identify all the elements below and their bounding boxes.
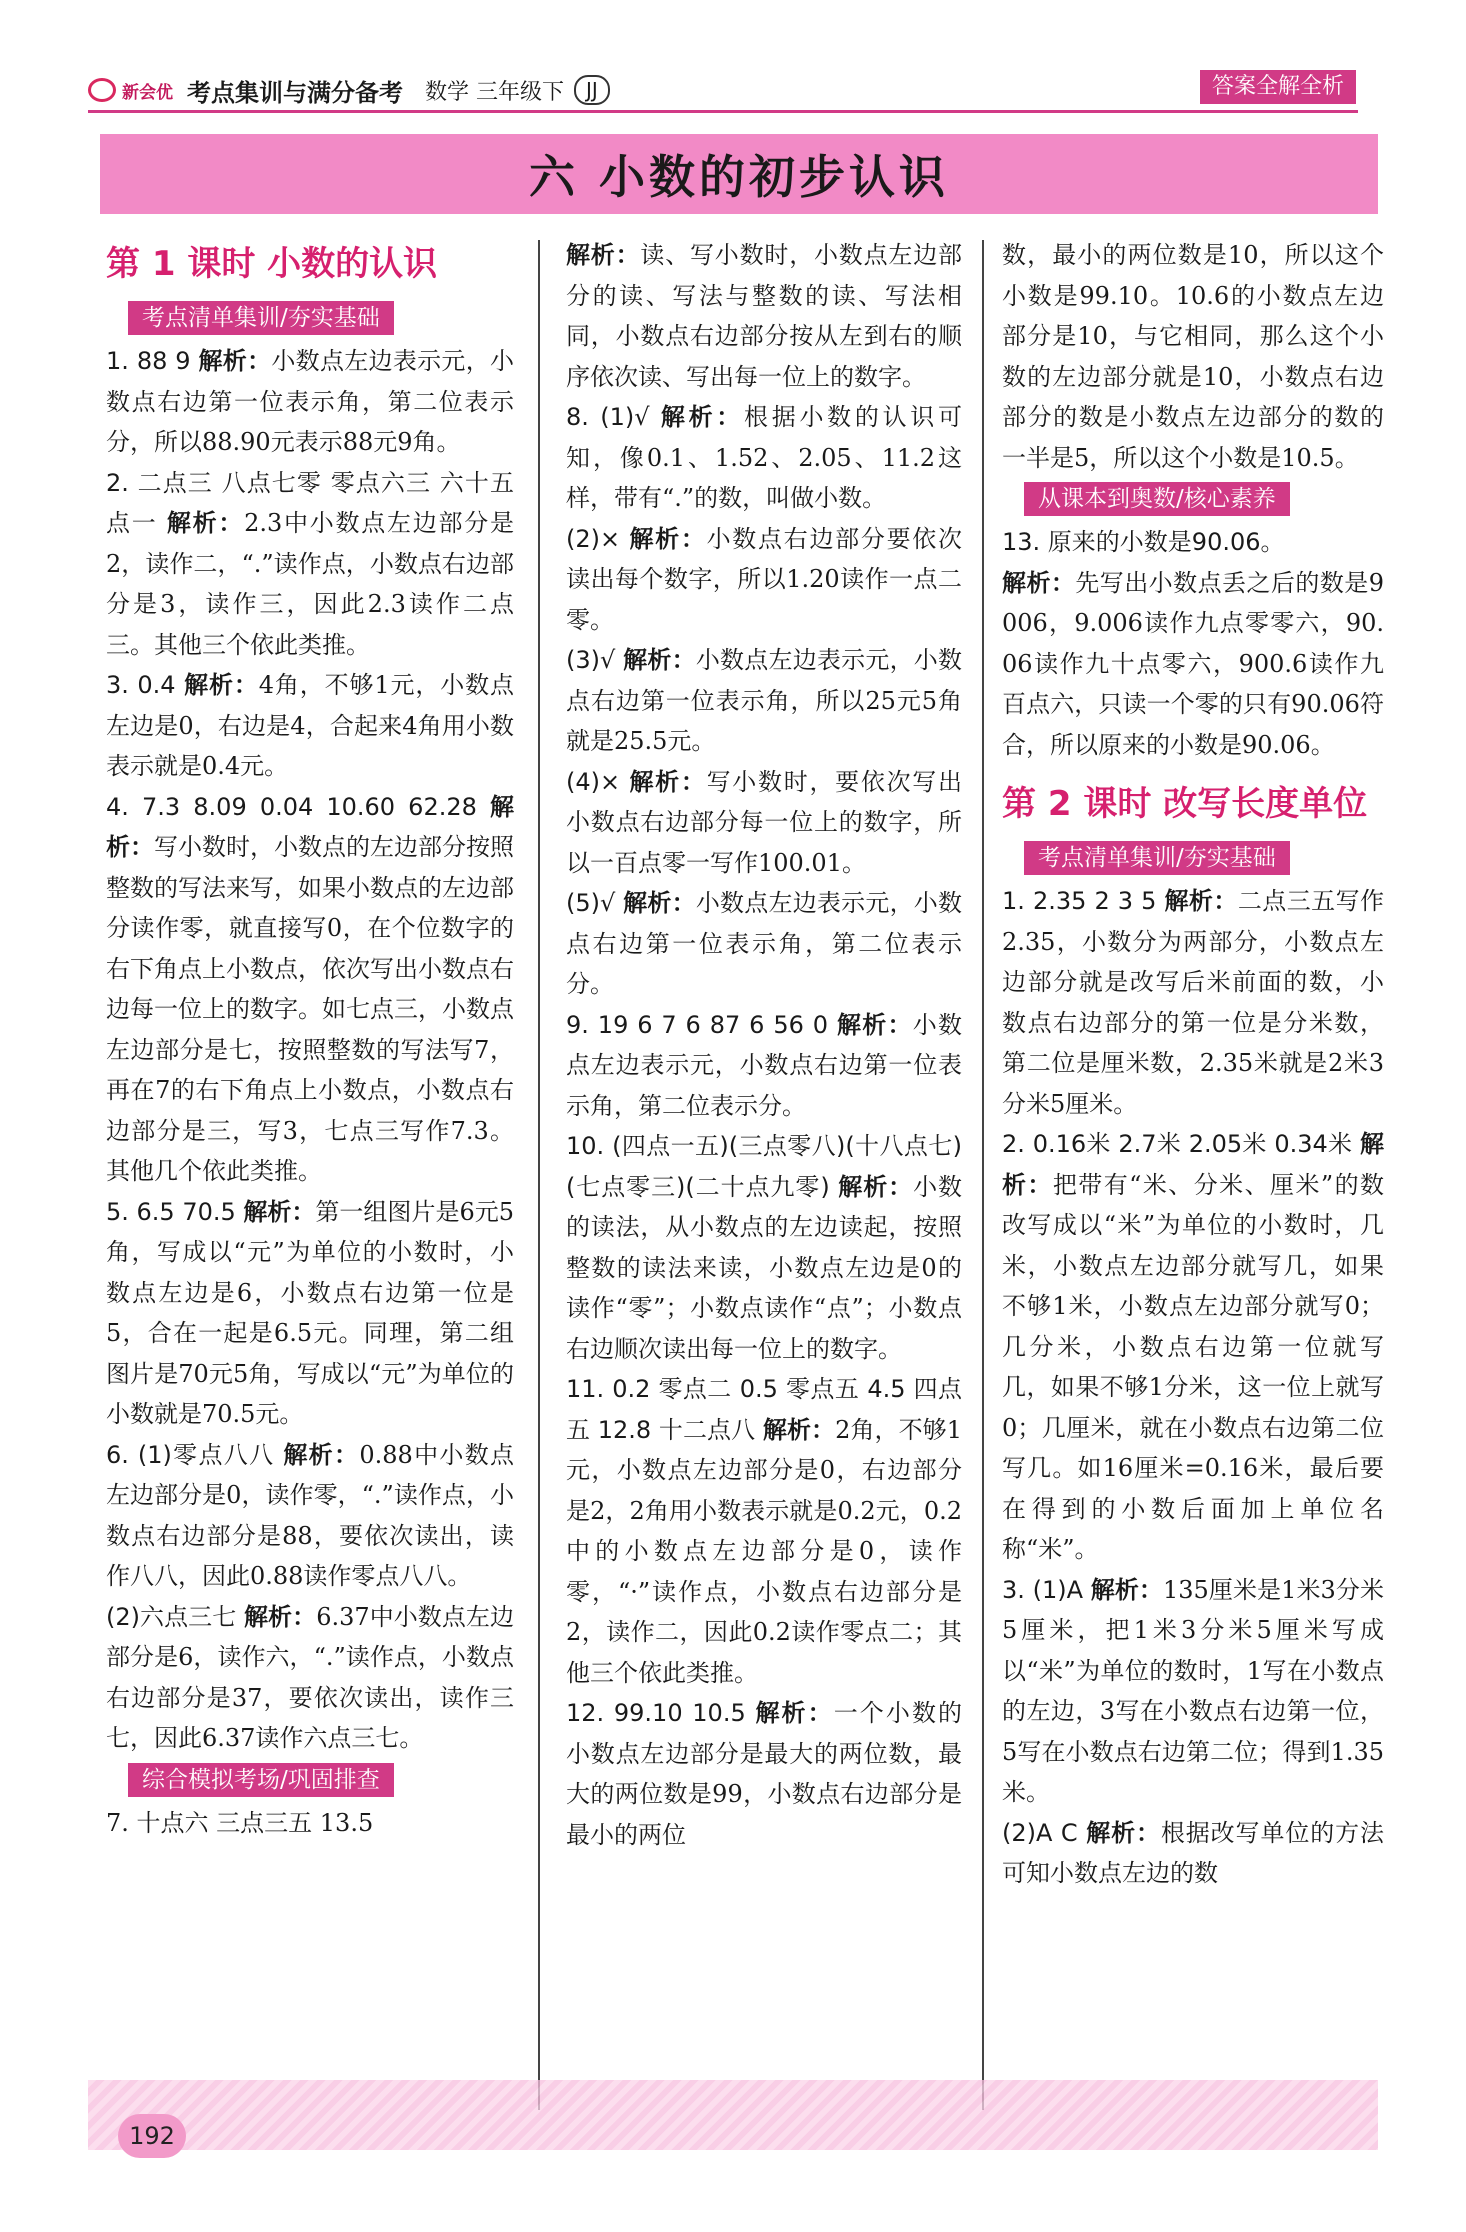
column-middle xyxy=(566,235,962,1855)
answer-item xyxy=(566,1126,962,1369)
section-label: 考点清单集训/夯实基础 xyxy=(1024,841,1290,875)
analysis-label: 解析： xyxy=(1002,1130,1384,1199)
answer-key: (2)A C xyxy=(1002,1818,1087,1847)
answer-item xyxy=(566,640,962,762)
analysis-text: 0.88中小数点左边部分是0，读作零，“.”读作点，小数点右边部分是88，要依次读出，读作八八，因此0.88读作零点八八。 xyxy=(106,1440,515,1590)
analysis-label: 解析： xyxy=(198,347,272,375)
analysis-text: 4角，不够1元，小数点左边是0，右边是4，合起来4角用小数表示就是0.4元。 xyxy=(106,671,514,780)
analysis-text: 2.3中小数点左边部分是2，读作二，“.”读作点，小数点右边部分是3，读作三，因此2.3读作二点三。其他三个依此类推。 xyxy=(106,509,515,659)
answer-continuation: 数，最小的两位数是10，所以这个小数是99.10。10.6的小数点左边部分是10，与它相同，那么这个小数的左边部分就是10，小数点右边部分的数是小数点左边部分的数的一半是5，所以这个小数是10.5。 xyxy=(1002,241,1384,472)
analysis-text: 一个小数的小数点左边部分是最大的两位数，最大的两位数是99，小数点右边部分是最小的两位 xyxy=(566,1699,963,1849)
answer-item xyxy=(106,1192,514,1435)
column-divider xyxy=(982,240,984,2110)
answer-key: (4)× xyxy=(566,767,630,796)
answer-key: 2. 0.16米 2.7米 2.05米 0.34米 xyxy=(1002,1130,1360,1158)
analysis-label: 解析： xyxy=(166,509,245,537)
answer-item xyxy=(1002,522,1384,765)
answer-item xyxy=(106,1435,514,1597)
analysis-text: 第一组图片是6元5角，写成以“元”为单位的小数时，小数点左边是6，小数点右边第一位是5，合在一起是6.5元。同理，第二组图片是70元5角，写成以“元”为单位的小数就是70.5元。 xyxy=(106,1197,514,1428)
section-label: 综合模拟考场/巩固排查 xyxy=(128,1763,394,1797)
analysis-label: 解析： xyxy=(660,403,745,431)
answer-item xyxy=(566,1005,962,1127)
answer-item xyxy=(106,1597,514,1759)
chapter-banner xyxy=(100,134,1378,214)
analysis-text: 根据改写单位的方法可知小数点左边的数 xyxy=(1002,1818,1385,1887)
answer-key: 4. 7.3 8.09 0.04 10.60 62.28 xyxy=(106,792,490,821)
answers-badge: 答案全解全析 xyxy=(1200,70,1356,104)
answer-key: 10. (四点一五)(三点零八)(十八点七)(七点零三)(二十点九零) xyxy=(566,1132,962,1201)
analysis-label: 解析： xyxy=(106,792,514,861)
analysis-label: 解析： xyxy=(629,767,707,796)
analysis-text: 小数点左边表示元，小数点右边第一位表示角，所以25元5角就是25.5元。 xyxy=(566,646,963,755)
analysis-text: 小数点右边部分要依次读出每个数字，所以1.20读作一点二零。 xyxy=(566,524,963,634)
analysis-label: 解析： xyxy=(755,1699,834,1727)
analysis-text: 135厘米是1米3分米5厘米，把1米3分米5厘米写成以“米”为单位的数时，1写在小数点的左边，3写在小数点右边第一位，5写在小数点右边第二位；得到1.35米。 xyxy=(1002,1575,1384,1806)
subject-grade: 数学 三年级下 xyxy=(425,79,564,105)
analysis-label: 解析： xyxy=(566,241,641,269)
answer-key: 1. 88 9 xyxy=(106,347,199,375)
analysis-label: 解析： xyxy=(623,889,696,917)
analysis-text: 2角，不够1元，小数点左边部分是0，右边部分是2，2角用小数表示就是0.2元，0.2中的小数点左边部分是0，读作零，“·”读作点，小数点右边部分是2，读作二，因此0.2读作零点二；其他三个依此类推。 xyxy=(566,1415,962,1687)
analysis-label: 解析： xyxy=(1086,1818,1161,1847)
answer-list xyxy=(1002,881,1384,1894)
answer-key: (3)√ xyxy=(566,646,624,674)
analysis-label: 解析： xyxy=(836,1010,913,1039)
analysis-label: 解析： xyxy=(184,671,259,699)
answer-item xyxy=(566,397,962,519)
footer-decoration xyxy=(88,2080,1378,2150)
answer-key: (2)× xyxy=(566,524,630,553)
logo-text: 新会优 xyxy=(122,82,173,103)
edition-tag: JJ xyxy=(574,75,610,105)
answer-item xyxy=(106,463,514,666)
analysis-text: 写小数时，小数点的左边部分按照整数的写法来写，如果小数点的左边部分读作零，就直接写0，在个位数字的右下角点上小数点，依次写出小数点右边每一位上的数字。如七点三，小数点左边部分是七，按照整数的写法写7，再在7的右下角点上小数点，小数点右边部分是三，写3，七点三写作7.3。其他几个依此类推。 xyxy=(106,833,514,1185)
answer-key: 9. 19 6 7 6 87 6 56 0 xyxy=(566,1010,837,1039)
answer-item xyxy=(566,235,962,397)
answer-key: 1. 2.35 2 3 5 xyxy=(1002,887,1165,915)
answer-item xyxy=(1002,1124,1384,1570)
analysis-text: 小数的读法，从小数点的左边读起，按照整数的读法来读，小数点左边是0的读作“零”；小数点读作“点”；小数点右边顺次读出每一位上的数字。 xyxy=(566,1172,962,1363)
column-left xyxy=(106,235,514,1843)
answer-key: 12. 99.10 10.5 xyxy=(566,1699,756,1727)
analysis-text: 根据小数的认识可知，像0.1、1.52、2.05、11.2这样，带有“.”的数，叫做小数。 xyxy=(566,403,963,512)
answer-item xyxy=(566,519,962,641)
answer-list xyxy=(106,341,514,1759)
logo-icon xyxy=(88,78,116,102)
answer-key: 6. (1)零点八八 xyxy=(106,1440,284,1469)
analysis-text: 小数点左边表示元，小数点右边第一位表示角，第二位表示分，所以88.90元表示88元9角。 xyxy=(106,347,515,456)
analysis-label: 解析： xyxy=(243,1197,316,1226)
answer-key: 8. (1)√ xyxy=(566,403,661,431)
answer-key: 3. 0.4 xyxy=(106,671,185,699)
section-label: 考点清单集训/夯实基础 xyxy=(128,301,394,335)
analysis-text: 小数点左边表示元，小数点右边第一位表示角，第二位表示分。 xyxy=(566,889,963,998)
analysis-label: 解析： xyxy=(283,1440,360,1469)
analysis-text: 二点三五写作2.35，小数分为两部分，小数点左边部分就是改写后米前面的数，小数点右边部分的第一位是分米数，第二位是厘米数，2.35米就是2米3分米5厘米。 xyxy=(1002,887,1385,1118)
lesson-title: 第 2 课时 改写长度单位 xyxy=(1002,784,1368,824)
answer-key: 11. 0.2 零点二 0.5 零点五 4.5 四点五 12.8 十二点八 xyxy=(566,1375,962,1444)
analysis-label: 解析： xyxy=(762,1415,836,1444)
analysis-label: 解析： xyxy=(244,1602,317,1631)
page-header xyxy=(88,68,1358,112)
analysis-label: 解析： xyxy=(838,1172,914,1201)
header-rule xyxy=(88,110,1358,113)
answer-key: 3. (1)A xyxy=(1002,1575,1091,1604)
analysis-text: 先写出小数点丢之后的数是9006，9.006读作九点零零六，90.06读作九十点零六，900.6读作九百点六，只读一个零的只有90.06符合，所以原来的小数是90.06。 xyxy=(1002,568,1384,759)
answer-key: 13. 原来的小数是90.06。 xyxy=(1002,528,1285,556)
answer-item xyxy=(566,883,962,1005)
book-series-title: 考点集训与满分备考 xyxy=(187,78,403,107)
analysis-label: 解析： xyxy=(629,524,707,553)
answer-key: 2. 二点三 八点七零 零点六三 六十五点一 xyxy=(106,468,514,537)
answer-item xyxy=(566,1693,962,1855)
analysis-label: 解析： xyxy=(1164,887,1238,915)
answer-key: (2)六点三七 xyxy=(106,1602,244,1631)
analysis-label: 解析： xyxy=(623,646,696,674)
section-label: 从课本到奥数/核心素养 xyxy=(1024,482,1290,516)
analysis-text: 读、写小数时，小数点左边部分的读、写法与整数的读、写法相同，小数点右边部分按从左到右的顺序依次读、写出每一位上的数字。 xyxy=(566,241,963,391)
column-divider xyxy=(538,240,540,2110)
lesson-title: 第 1 课时 小数的认识 xyxy=(106,244,438,284)
answer-item xyxy=(1002,1813,1384,1894)
answer-item xyxy=(106,341,514,463)
publisher-logo xyxy=(88,78,173,103)
column-right xyxy=(1002,235,1384,1894)
answer-item xyxy=(1002,1570,1384,1813)
analysis-text: 6.37中小数点左边部分是6，读作六，“.”读作点，小数点右边部分是37，要依次读出，读作三七，因此6.37读作六点三七。 xyxy=(106,1602,514,1752)
answer-item xyxy=(566,762,962,884)
answer-item xyxy=(1002,881,1384,1124)
analysis-label: 解析： xyxy=(1002,568,1076,597)
answer-item xyxy=(566,1369,962,1693)
answer-item xyxy=(106,787,514,1192)
answer-list xyxy=(566,235,962,1855)
analysis-text: 写小数时，要依次写出小数点右边部分每一位上的数字，所以一百点零一写作100.01。 xyxy=(566,767,963,877)
page-number: 192 xyxy=(118,2114,186,2158)
chapter-title: 六 小数的初步认识 xyxy=(528,150,949,204)
answer-key: 5. 6.5 70.5 xyxy=(106,1197,244,1226)
answer-key: (5)√ xyxy=(566,889,624,917)
analysis-text: 把带有“米、分米、厘米”的数改写成以“米”为单位的小数时，几米，小数点左边部分就写几，如果不够1米，小数点左边部分就写0；几分米，小数点右边第一位就写几，如果不够1分米，这一位上就写0；几厘米，就在小数点右边第二位写几。如16厘米=0.16米，最后要在得到的小数后面加上单位名称“米”。 xyxy=(1002,1170,1385,1563)
analysis-text: 小数点左边表示元，小数点右边第一位表示角，第二位表示分。 xyxy=(566,1010,963,1120)
answer-item: 7. 十点六 三点三五 13.5 xyxy=(106,1808,374,1837)
analysis-label: 解析： xyxy=(1090,1575,1163,1604)
answer-item xyxy=(106,665,514,787)
